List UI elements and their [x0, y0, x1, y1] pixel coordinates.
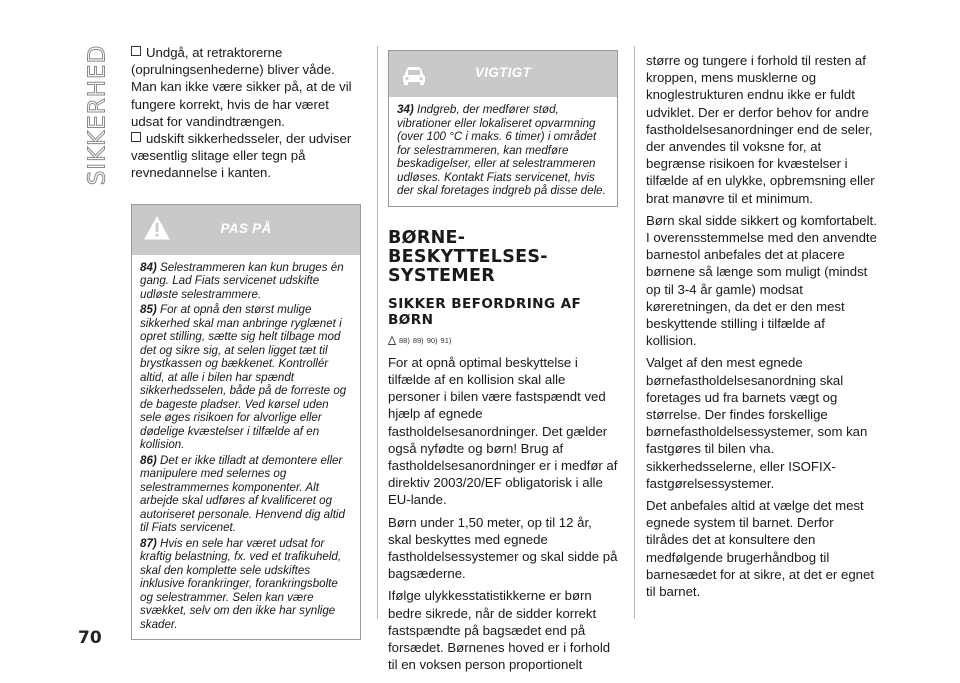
note-number: 87) — [140, 536, 157, 550]
paragraph: For at opnå optimal beskyttelse i tilfælde af en kollision skal alle personer i bilen være fastspændt ved hjælp af egnede fastholdelsesanordninger. Det gælder også nyfødte og børn! Brug af fastholdelsesanordninger er i medfør af direktiv 2003/20/EF obligatorisk i alle EU-lande. — [388, 354, 618, 508]
reference: 88) — [399, 335, 410, 345]
column-divider — [377, 46, 378, 619]
caution-body — [132, 255, 360, 640]
section-heading: BØRNE-BESKYTTELSES-SYSTEMER — [388, 227, 548, 286]
important-header — [389, 51, 617, 97]
caution-title: PAS PÅ — [220, 220, 272, 236]
caution-header — [132, 205, 360, 255]
note — [140, 303, 353, 452]
note-number: 86) — [140, 453, 157, 467]
bullet-text: Undgå, at retraktorerne (oprulningsenhederne) bliver våde. — [131, 45, 335, 78]
paragraph: Børn under 1,50 meter, op til 12 år, skal beskyttes med egnede fastholdelsessystemer og skal sidde på bagsæderne. — [388, 514, 618, 582]
reference: 89) — [412, 335, 424, 345]
note-text: Selestrammeren kan kun bruges én gang. Lad Fiats servicenet udskifte udløste selestrammere. — [140, 260, 344, 301]
reference-list — [388, 332, 618, 349]
paragraph: Man kan ikke være sikker på, at de vil fungere korrekt, hvis de har været udsat for vandindtrængen. — [131, 79, 352, 129]
bullet-item — [131, 130, 361, 182]
subsection-heading: SIKKER BEFORDRING AF BØRN — [388, 295, 582, 328]
reference: 90) — [426, 335, 438, 345]
note-number: 84) — [140, 260, 157, 274]
bullet-item — [131, 44, 361, 78]
note-text: Hvis en sele har været udsat for kraftig belastning, fx. ved et trafikuheld, skal den komplette sele udskiftes inklusive forankringer, forankringsbolte og selestrammer. Selen kan være svækket, selv om den ikke har synlige skader. — [140, 536, 342, 631]
paragraph: større og tungere i forhold til resten af kroppen, mens musklerne og knoglestrukturen endnu ikke er fuldt udviklet. Der er derfor behov for andre fastholdelsesanordninger end de seler, der anvendes til voksne for, at begrænse risikoen for kvæstelser i tilfælde af en ulykke, opbremsning eller brat manøvre til et minimum. — [646, 53, 875, 206]
note-number: 85) — [140, 303, 157, 317]
checkbox-bullet-icon — [131, 132, 141, 142]
note-text: Indgreb, der medfører stød, vibrationer eller lokaliseret opvarmning (over 100 °C i maks. 6 timer) i området for selestrammeren, kan medføre beskadigelser, eller at selestrammeren udløses. Kontakt Fiats servicenet, hvis der skal foretages indgreb på disse dele. — [397, 103, 606, 197]
note — [140, 537, 353, 632]
important-box — [388, 50, 618, 207]
column-1 — [131, 44, 361, 640]
important-body — [389, 97, 617, 206]
page-number: 70 — [78, 628, 102, 648]
note — [140, 261, 353, 302]
section-side-title — [78, 40, 118, 190]
warning-small-icon — [388, 336, 396, 345]
paragraph: Valget af den mest egnede børnefastholdelsesanordning skal foretages ud fra barnets vægt og størrelse. Der findes forskellige børnefastholdelsessystemer, som kan fastgøres til bilen vha. sikkerhedsselerne, eller ISOFIX-fastgørelsessystemer. — [646, 355, 868, 491]
side-title-text: SIKKERHED — [84, 44, 111, 186]
note — [140, 454, 353, 535]
bullet-text: udskift sikkerhedsseler, der udviser væsentlig slitage eller tegn på revnedannelse i kanten. — [131, 131, 352, 181]
column-3 — [646, 52, 878, 605]
paragraph: Det anbefales altid at vælge det mest egnede system til barnet. Derfor tilrådes det at konsultere den medfølgende brugerhåndbog til barnesædet for at sikre, at det er egnet til barnet. — [646, 498, 874, 600]
paragraph: Børn skal sidde sikkert og komfortabelt. I overensstemmelse med den anvendte barnestol anbefales det at placere børnene så længe som muligt (mindst op til 3-4 år gamle) modsat køreretningen, da det er den mest beskyttende stilling i tilfælde af kollision. — [646, 212, 877, 349]
note-number: 34) — [397, 103, 414, 116]
caution-box — [131, 204, 361, 641]
important-title: VIGTIGT — [474, 65, 532, 80]
column-2 — [388, 44, 618, 678]
reference: 91) — [440, 335, 452, 345]
note-text: Det er ikke tilladt at demontere eller manipulere med selernes og selestrammernes komponenter. Alt arbejde skal udføres af kvalificeret og autoriseret personale. Henvend dig altid til Fiats servicenet. — [140, 453, 345, 535]
paragraph: Ifølge ulykkesstatistikkerne er børn bedre sikrede, når de sidder korrekt fastspændte på bagsædet end på forsædet. Børnenes hoved er i forhold til en voksen person proportionelt — [388, 588, 611, 673]
note — [397, 103, 610, 198]
note-text: For at opnå den størst mulige sikkerhed skal man anbringe ryglænet i opret stilling, sætte sig helt tilbage mod det og sikre sig, at selen ligget tæt til brystkassen og bækkenet. Kontrollér altid, at alle i bilen har spændt sikkerhedsselen, både på de forreste og de bageste pladser. Ved kørsel uden sele øges risikoen for alvorlige eller dødelige kvæstelser i tilfælde af en kollision. — [140, 303, 347, 452]
checkbox-bullet-icon — [131, 46, 141, 56]
column-divider — [634, 46, 635, 619]
